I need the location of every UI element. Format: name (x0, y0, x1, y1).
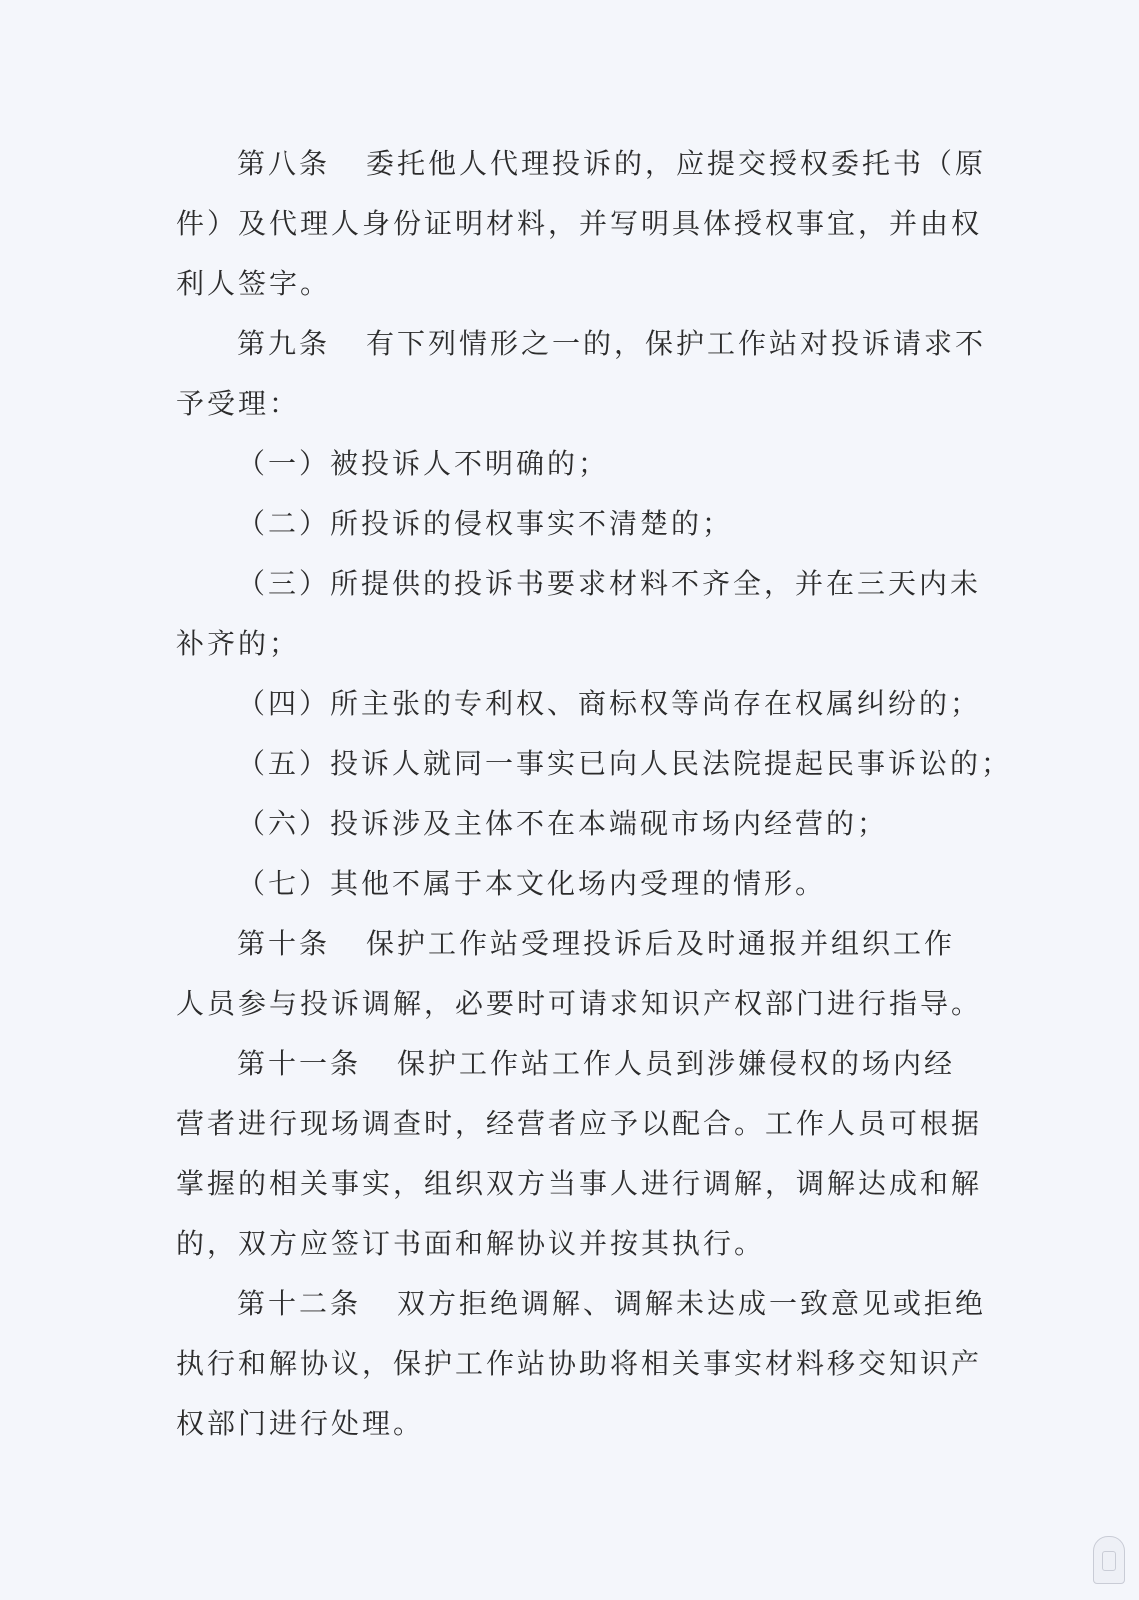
list-item-4: （四）所主张的专利权、商标权等尚存在权属纠纷的； (237, 687, 982, 720)
article-8-number: 第八条 (237, 147, 331, 180)
list-item-3-line-2: 补齐的； (176, 627, 301, 660)
article-9 (176, 314, 987, 374)
article-11-line-3: 掌握的相关事实，组织双方当事人进行调解，调解达成和解 (176, 1167, 983, 1200)
article-11 (176, 1034, 976, 1094)
article-11-line-1: 保护工作站工作人员到涉嫌侵权的场内经 (397, 1047, 956, 1080)
article-12-line-1: 双方拒绝调解、调解未达成一致意见或拒绝 (397, 1287, 987, 1320)
list-item-5: （五）投诉人就同一事实已向人民法院提起民事诉讼的； (237, 747, 1013, 780)
article-8-line-2: 件）及代理人身份证明材料，并写明具体授权事宜，并由权 (176, 207, 983, 240)
article-9-line-2: 予受理： (176, 387, 301, 420)
list-item-2: （二）所投诉的侵权事实不清楚的； (237, 507, 734, 540)
article-12 (176, 1274, 987, 1334)
article-12-line-2: 执行和解协议，保护工作站协助将相关事实材料移交知识产 (176, 1347, 983, 1380)
article-12-number: 第十二条 (237, 1287, 362, 1320)
article-8 (176, 134, 987, 194)
article-11-number: 第十一条 (237, 1047, 362, 1080)
article-9-line-1: 有下列情形之一的，保护工作站对投诉请求不 (366, 327, 987, 360)
article-8-line-1: 委托他人代理投诉的，应提交授权委托书（原 (366, 147, 987, 180)
list-item-6: （六）投诉涉及主体不在本端砚市场内经营的； (237, 807, 889, 840)
article-11-line-2: 营者进行现场调查时，经营者应予以配合。工作人员可根据 (176, 1107, 983, 1140)
list-item-3: （三）所提供的投诉书要求材料不齐全，并在三天内未 (237, 567, 982, 600)
article-10-number: 第十条 (237, 927, 331, 960)
article-8-line-3: 利人签字。 (176, 267, 332, 300)
article-12-line-3: 权部门进行处理。 (176, 1407, 425, 1440)
article-10 (176, 914, 976, 974)
article-10-line-2: 人员参与投诉调解，必要时可请求知识产权部门进行指导。 (176, 987, 983, 1020)
list-item-1: （一）被投诉人不明确的； (237, 447, 610, 480)
article-11-line-4: 的，双方应签订书面和解协议并按其执行。 (176, 1227, 766, 1260)
list-item-7: （七）其他不属于本文化场内受理的情形。 (237, 867, 827, 900)
watermark-seal-icon (1093, 1536, 1125, 1584)
article-9-number: 第九条 (237, 327, 331, 360)
article-10-line-1: 保护工作站受理投诉后及时通报并组织工作 (366, 927, 956, 960)
document-body (176, 134, 1013, 1454)
